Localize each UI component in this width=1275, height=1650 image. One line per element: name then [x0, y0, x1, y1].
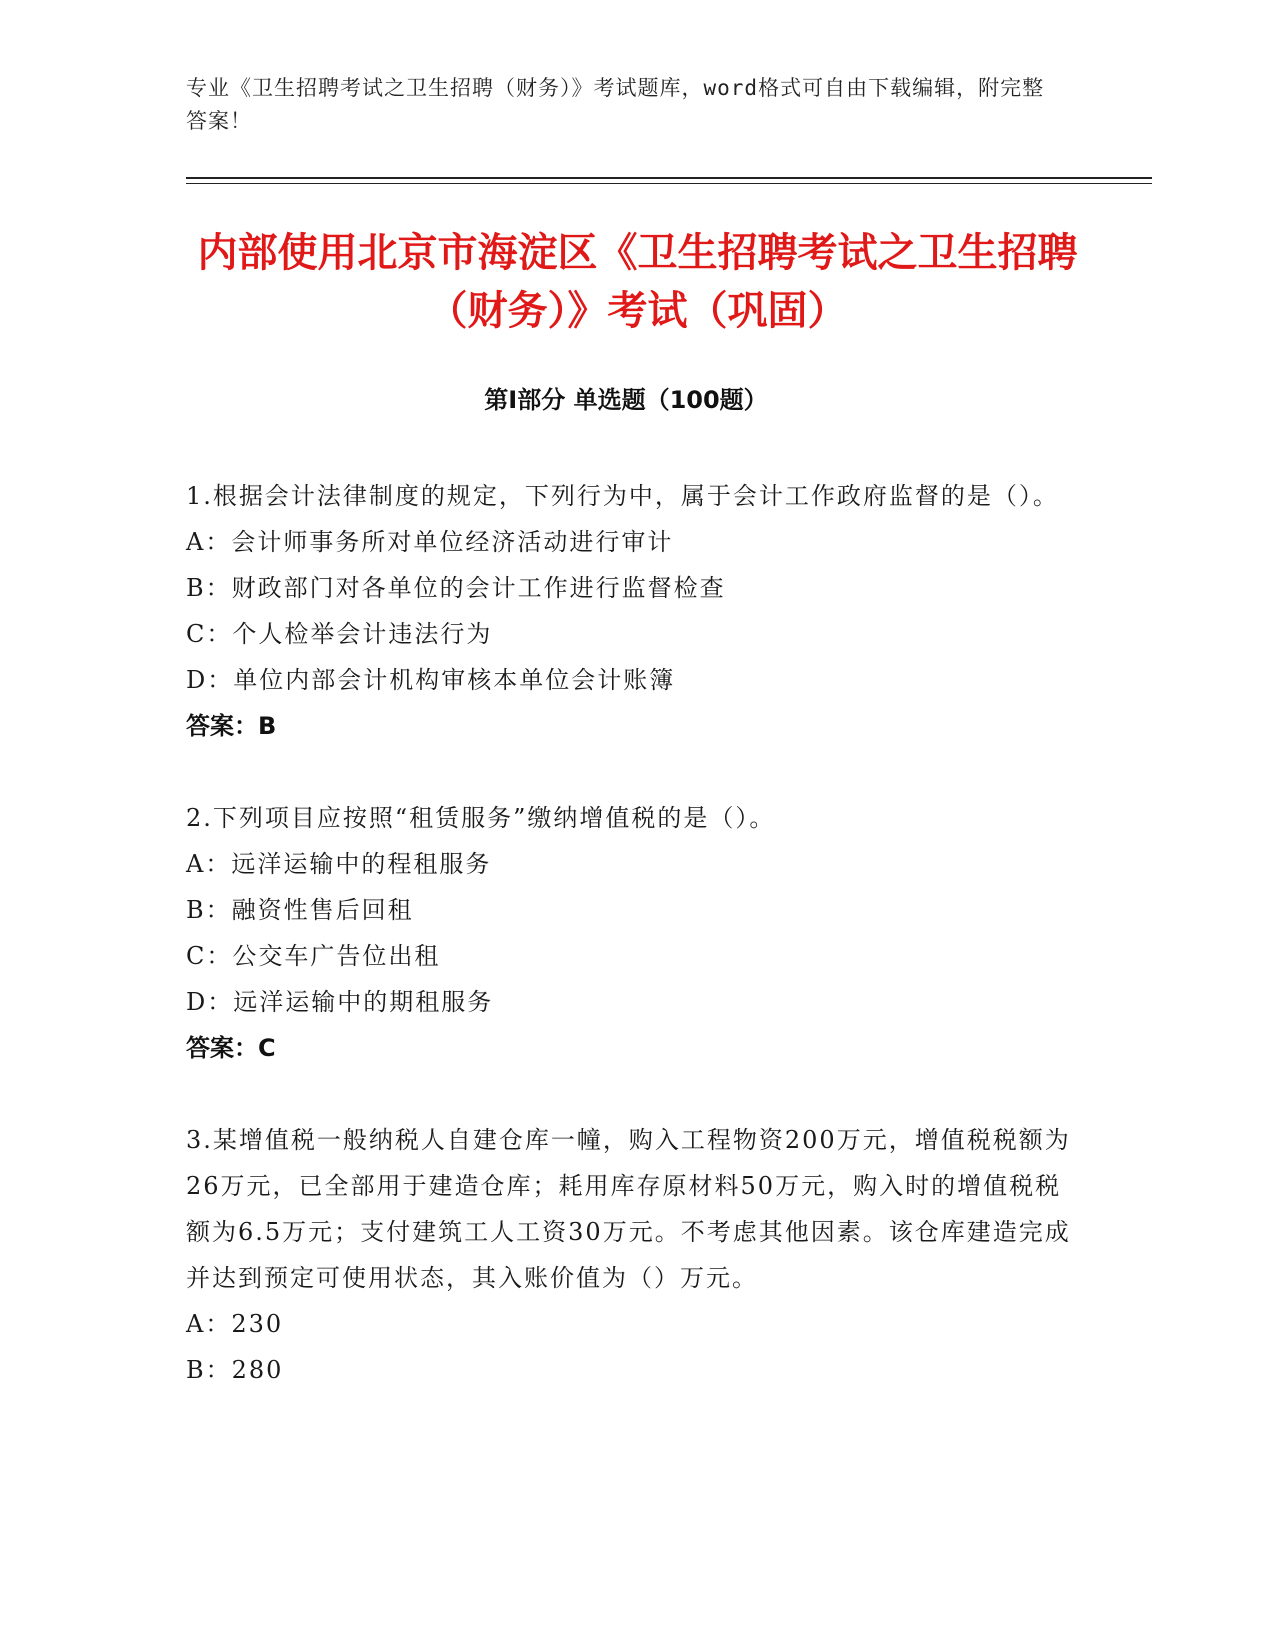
option-a: A：230	[186, 1310, 284, 1338]
header-divider-thin	[186, 183, 1152, 184]
question-text: 3.某增值税一般纳税人自建仓库一幢，购入工程物资200万元，增值税税额为26万元，已全部用于建造仓库；耗用库存原材料50万元，购入时的增值税税额为6.5万元；支付建筑工人工资30万元。不考虑其他因素。该仓库建造完成并达到预定可使用状态，其入账价值为（）万元。	[186, 1126, 1071, 1292]
option-b: B：融资性售后回租	[186, 896, 414, 924]
option-b: B：财政部门对各单位的会计工作进行监督检查	[186, 574, 726, 602]
document-title: 内部使用北京市海淀区《卫生招聘考试之卫生招聘（财务）》考试（巩固）	[197, 230, 1078, 334]
question-text: 1.根据会计法律制度的规定，下列行为中，属于会计工作政府监督的是（）。	[186, 482, 1059, 510]
question-1	[186, 473, 1076, 749]
option-a: A：远洋运输中的程租服务	[186, 850, 492, 878]
option-c: C：公交车广告位出租	[186, 942, 441, 970]
question-list	[186, 473, 1076, 1439]
option-c: C：个人检举会计违法行为	[186, 620, 493, 648]
option-a: A：会计师事务所对单位经济活动进行审计	[186, 528, 674, 556]
question-text: 2.下列项目应按照“租赁服务”缴纳增值税的是（）。	[186, 804, 776, 832]
question-3	[186, 1117, 1076, 1393]
option-d: D：远洋运输中的期租服务	[186, 988, 494, 1016]
question-2	[186, 795, 1076, 1071]
header-note: 专业《卫生招聘考试之卫生招聘（财务）》考试题库，word格式可自由下载编辑，附完整答案！	[186, 76, 1045, 133]
header-divider-thick	[186, 177, 1152, 179]
option-b: B：280	[186, 1356, 284, 1384]
option-d: D：单位内部会计机构审核本单位会计账簿	[186, 666, 676, 694]
answer: 答案：C	[186, 1034, 276, 1062]
answer: 答案：B	[186, 712, 277, 740]
section-title: 第Ⅰ部分 单选题（100题）	[484, 386, 768, 414]
